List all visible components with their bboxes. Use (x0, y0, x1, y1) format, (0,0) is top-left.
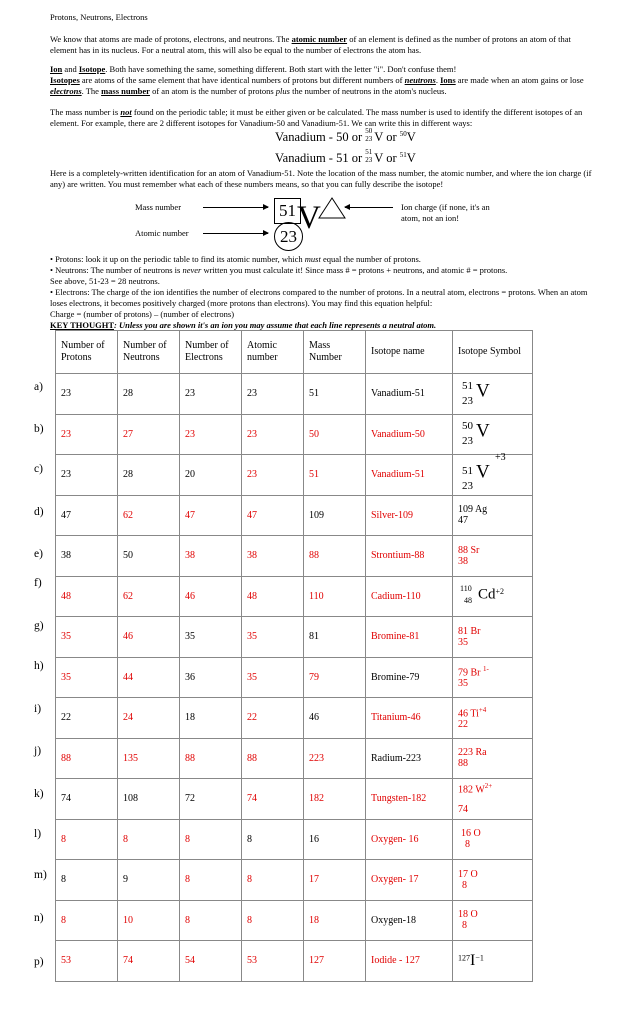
table-row (56, 374, 533, 415)
electrons-cell: 46 (180, 576, 242, 617)
intro-line-1: We know that atoms are made of protons, electrons, and neutrons. The atomic number of an element is defined as the number of protons an atom of that (50, 34, 571, 44)
note-electrons-2: loses electrons, it becomes positively charged (more protons than electrons). You may find this equation helpful: (50, 298, 433, 308)
table-row (56, 576, 533, 617)
row-label: p) (34, 956, 44, 968)
atomic-number-cell: 8 (242, 819, 304, 860)
electrons-cell: 18 (180, 698, 242, 739)
electrons-cell: 35 (180, 617, 242, 658)
mass-number-cell: 110 (304, 576, 366, 617)
row-label: e) (34, 548, 43, 560)
neutrons-cell: 62 (118, 495, 180, 536)
table-row (56, 738, 533, 779)
isotope-name-cell: Vanadium-51 (366, 455, 453, 496)
mass-number-cell: 127 (304, 941, 366, 982)
isotope-symbol-cell: 51 23 V (453, 374, 533, 415)
row-label: m) (34, 869, 47, 881)
isotope-name-cell: Iodide - 127 (366, 941, 453, 982)
ion-arrow-icon (345, 207, 393, 208)
header-isotope-name: Isotope name (366, 331, 453, 374)
atomic-number-cell: 8 (242, 900, 304, 941)
table-row (56, 819, 533, 860)
isotope-symbol-cell: 88 Sr 38 (453, 536, 533, 577)
isotope-symbol-cell: 50 23 V (453, 414, 533, 455)
atomic-number-cell: 38 (242, 536, 304, 577)
electrons-cell: 38 (180, 536, 242, 577)
mass-number-cell: 182 (304, 779, 366, 820)
protons-cell: 23 (56, 455, 118, 496)
neutrons-cell: 24 (118, 698, 180, 739)
protons-cell: 74 (56, 779, 118, 820)
full-id-line-1: Here is a completely-written identification for an atom of Vanadium-51. Note the location of the mass number, the atomic number, and where the ion charge (if (50, 168, 592, 178)
electrons-cell: 23 (180, 374, 242, 415)
mass-number-cell: 88 (304, 536, 366, 577)
row-label: g) (34, 620, 44, 632)
isotope-symbol-cell: 81 Br 35 (453, 617, 533, 658)
header-mass-number: Mass Number (304, 331, 366, 374)
mass-number-cell: 18 (304, 900, 366, 941)
electrons-cell: 72 (180, 779, 242, 820)
mass-number-cell: 16 (304, 819, 366, 860)
row-label: k) (34, 788, 44, 800)
neutrons-cell: 28 (118, 455, 180, 496)
neutrons-cell: 74 (118, 941, 180, 982)
header-atomic-number: Atomic number (242, 331, 304, 374)
atomic-arrow-icon (203, 233, 268, 234)
isotope-symbol-cell: 79 Br $^{1-}$ 35 (453, 657, 533, 698)
table-row (56, 941, 533, 982)
mass-number-cell: 50 (304, 414, 366, 455)
mass-number-cell: 81 (304, 617, 366, 658)
charge-triangle-icon (317, 196, 347, 220)
atomic-number-cell: 35 (242, 657, 304, 698)
table-row (56, 860, 533, 901)
isotope-symbol-cell: $^{127}I^{-1}$ (453, 941, 533, 982)
neutrons-cell: 27 (118, 414, 180, 455)
vanadium-50-notation: Vanadium - 50 or 50 23 V or $^{50}$V (275, 127, 416, 144)
vanadium-51-notation: Vanadium - 51 or 51 23 V or $^{51}$V (275, 148, 416, 165)
neutrons-cell: 10 (118, 900, 180, 941)
isotope-name-cell: Radium-223 (366, 738, 453, 779)
protons-cell: 38 (56, 536, 118, 577)
ion-charge-label-1: Ion charge (if none, it's an (401, 202, 490, 212)
atomic-number-cell: 22 (242, 698, 304, 739)
isotope-symbol-cell: 16 O 8 (453, 819, 533, 860)
full-id-line-2: any) are written. You must remember what each of these numbers means, so that you can fully describe the isotope! (50, 179, 444, 189)
protons-cell: 35 (56, 657, 118, 698)
electrons-cell: 23 (180, 414, 242, 455)
isotope-name-cell: Bromine-79 (366, 657, 453, 698)
electrons-cell: 88 (180, 738, 242, 779)
mass-number-cell: 109 (304, 495, 366, 536)
table-row (56, 617, 533, 658)
atomic-number-cell: 35 (242, 617, 304, 658)
table-row (56, 495, 533, 536)
protons-cell: 23 (56, 374, 118, 415)
isotope-name-cell: Strontium-88 (366, 536, 453, 577)
atomic-number-cell: 74 (242, 779, 304, 820)
row-label: h) (34, 660, 44, 672)
mass-number-cell: 17 (304, 860, 366, 901)
isotope-name-cell: Tungsten-182 (366, 779, 453, 820)
definition-line-3: electrons. The mass number of an atom is the number of protons plus the number of neutrons in the atom's nucleus. (50, 86, 447, 96)
table-row (56, 698, 533, 739)
atomic-number-cell: 8 (242, 860, 304, 901)
isotope-name-cell: Vanadium-51 (366, 374, 453, 415)
electrons-cell: 20 (180, 455, 242, 496)
protons-cell: 8 (56, 819, 118, 860)
isotope-symbol-cell: 17 O 8 (453, 860, 533, 901)
isotope-symbol-cell: 46 $Ti^{+4}$ 22 (453, 698, 533, 739)
element-symbol: V (297, 200, 321, 236)
key-thought: KEY THOUGHT: Unless you are shown it's an ion you may assume that each line represents a neutral atom. (50, 320, 437, 330)
definition-line-2: Isotopes are atoms of the same element that have identical numbers of protons but different numbers of neutrons. Ions are made when an atom gains or lose (50, 75, 584, 85)
electrons-cell: 36 (180, 657, 242, 698)
note-protons: • Protons: look it up on the periodic table to find its atomic number, which must equal the number of protons. (50, 254, 421, 264)
table-row (56, 779, 533, 820)
charge-equation: Charge = (number of protons) – (number of electrons) (50, 309, 235, 319)
atomic-number-circle: 23 (274, 222, 303, 251)
row-label: i) (34, 703, 42, 715)
note-electrons-1: • Electrons: The charge of the ion identifies the number of electrons compared to the number of protons. In a neutral atom, electrons = protons. When an atom (50, 287, 588, 297)
isotope-name-cell: Oxygen- 17 (366, 860, 453, 901)
mass-number-cell: 51 (304, 374, 366, 415)
definition-line-1: Ion and Isotope. Both have something the same, something different. Both start with the letter "i". Don't confuse them! (50, 64, 457, 74)
protons-cell: 22 (56, 698, 118, 739)
header-electrons: Number of Electrons (180, 331, 242, 374)
isotope-symbol-cell: 18 O 8 (453, 900, 533, 941)
atomic-number-cell: 53 (242, 941, 304, 982)
neutrons-cell: 108 (118, 779, 180, 820)
mass-line-1: The mass number is not found on the periodic table; it must be either given or be calculated. The mass number is used to identify the different isotopes of an (50, 107, 583, 117)
row-label: j) (34, 745, 42, 757)
isotope-symbol-cell: 109 Ag 47 (453, 495, 533, 536)
atomic-number-cell: 23 (242, 455, 304, 496)
neutrons-cell: 135 (118, 738, 180, 779)
protons-cell: 23 (56, 414, 118, 455)
table-row (56, 900, 533, 941)
isotope-symbol-cell: +3 51 23 V (453, 455, 533, 496)
protons-cell: 8 (56, 860, 118, 901)
protons-cell: 8 (56, 900, 118, 941)
mass-number-box: 51 (274, 198, 301, 224)
mass-number-cell: 223 (304, 738, 366, 779)
isotope-name-cell: Oxygen- 16 (366, 819, 453, 860)
electrons-cell: 54 (180, 941, 242, 982)
page-title: Protons, Neutrons, Electrons (50, 12, 148, 22)
note-neutrons-example: See above, 51-23 = 28 neutrons. (50, 276, 160, 286)
table-row (56, 536, 533, 577)
ion-charge-label-2: atom, not an ion! (401, 213, 460, 223)
row-label: a) (34, 381, 43, 393)
neutrons-cell: 50 (118, 536, 180, 577)
atomic-number-cell: 48 (242, 576, 304, 617)
atomic-number-cell: 47 (242, 495, 304, 536)
neutrons-cell: 46 (118, 617, 180, 658)
atomic-number-cell: 23 (242, 374, 304, 415)
protons-cell: 48 (56, 576, 118, 617)
row-label: l) (34, 828, 42, 840)
mass-arrow-icon (203, 207, 268, 208)
protons-cell: 88 (56, 738, 118, 779)
isotope-symbol-cell: 110 48 $Cd^{+2}$ (453, 576, 533, 617)
intro-line-2: element has in its nucleus. For a neutral atom, this will also be equal to the number of electrons the atom has. (50, 45, 422, 55)
table-row (56, 414, 533, 455)
electrons-cell: 8 (180, 860, 242, 901)
mass-number-cell: 51 (304, 455, 366, 496)
row-label: n) (34, 912, 44, 924)
atomic-number-cell: 23 (242, 414, 304, 455)
isotope-name-cell: Titanium-46 (366, 698, 453, 739)
table-row (56, 455, 533, 496)
note-neutrons: • Neutrons: The number of neutrons is never written you must calculate it! Since mass # = protons + neutrons, and atomic # = protons. (50, 265, 508, 275)
isotope-name-cell: Oxygen-18 (366, 900, 453, 941)
isotope-name-cell: Silver-109 (366, 495, 453, 536)
electrons-cell: 8 (180, 900, 242, 941)
header-neutrons: Number of Neutrons (118, 331, 180, 374)
neutrons-cell: 44 (118, 657, 180, 698)
mass-line-2: element. For example, there are 2 different isotopes for Vanadium-50 and Vanadium-51. We can write this in different ways: (50, 118, 473, 128)
isotope-name-cell: Bromine-81 (366, 617, 453, 658)
isotope-table (55, 330, 533, 982)
mass-number-cell: 46 (304, 698, 366, 739)
electrons-cell: 8 (180, 819, 242, 860)
row-label: b) (34, 423, 44, 435)
isotope-symbol-cell: 182 $W^{2+}$ 74 (453, 779, 533, 820)
mass-number-cell: 79 (304, 657, 366, 698)
isotope-symbol-cell: 223 Ra 88 (453, 738, 533, 779)
neutrons-cell: 9 (118, 860, 180, 901)
header-row (56, 331, 533, 374)
atomic-number-label: Atomic number (135, 228, 189, 238)
row-label: d) (34, 506, 44, 518)
protons-cell: 35 (56, 617, 118, 658)
isotope-name-cell: Cadium-110 (366, 576, 453, 617)
table-row (56, 657, 533, 698)
protons-cell: 53 (56, 941, 118, 982)
atomic-number-cell: 88 (242, 738, 304, 779)
neutrons-cell: 8 (118, 819, 180, 860)
isotope-name-cell: Vanadium-50 (366, 414, 453, 455)
neutrons-cell: 62 (118, 576, 180, 617)
electrons-cell: 47 (180, 495, 242, 536)
protons-cell: 47 (56, 495, 118, 536)
mass-number-label: Mass number (135, 202, 182, 212)
header-isotope-symbol: Isotope Symbol (453, 331, 533, 374)
row-label: c) (34, 463, 43, 475)
neutrons-cell: 28 (118, 374, 180, 415)
row-label: f) (34, 577, 42, 589)
header-protons: Number of Protons (56, 331, 118, 374)
